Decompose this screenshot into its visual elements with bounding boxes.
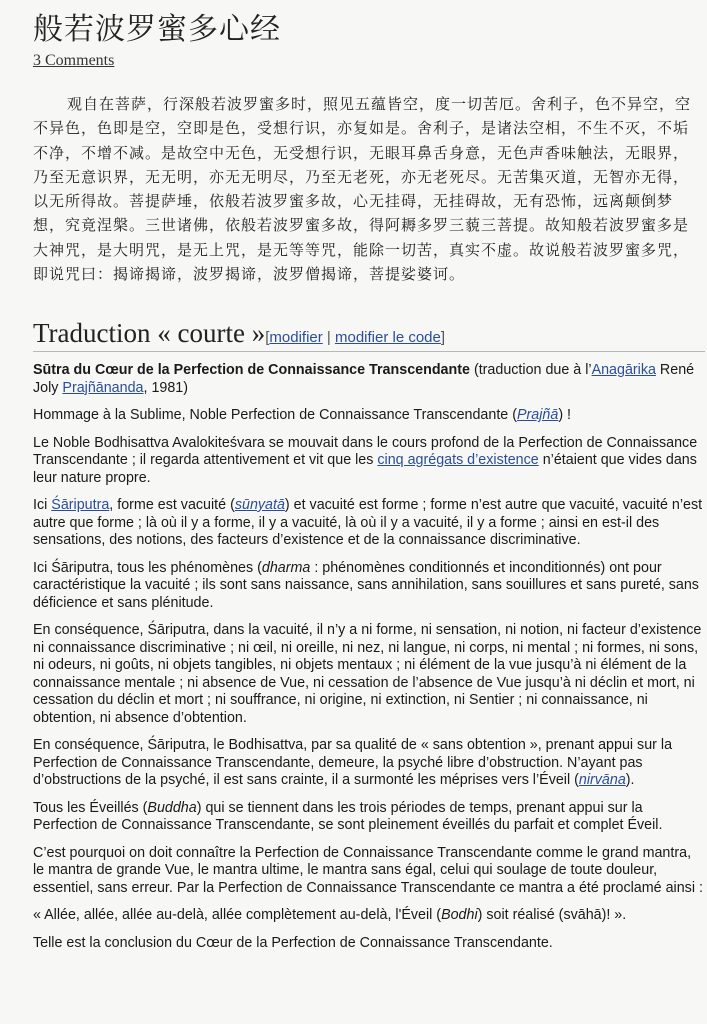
edit-bracket-close: ] — [440, 329, 446, 346]
paragraph-avalokitesvara — [33, 435, 705, 488]
text: Le Noble Bodhisattva Avalokiteśvara se mouvait dans le cours profond de la Perfection de Connaissance Transcendante ; il regarda attentivement et vit que les — [33, 434, 698, 468]
sunyata-link[interactable]: sūnyatā — [234, 497, 285, 513]
sutra-title: Sūtra du Cœur de la Perfection de Connaissance Transcendante — [33, 362, 470, 378]
text: : phénomènes conditionnés et inconditionnés) ont pour caractéristique la vacuité ; ils sont sans naissance, sans annihilation, sans souillures et sans pureté, sans déficience et sans plénitude. — [33, 559, 699, 611]
paragraph-hommage — [33, 407, 705, 425]
edit-links — [265, 329, 445, 346]
paragraph-conclusion: Telle est la conclusion du Cœur de la Perfection de Connaissance Transcendante. — [33, 934, 553, 951]
text: En conséquence, Śāriputra, le Bodhisattva, par sa qualité de « sans obtention », prenant appui sur la Perfection de Connaissance Transcendante, demeure, la psyché libre d’obstruction. N’ayant pas d’obstructions de la psyché, il est sans crainte, il a surmonté les méprises vers l’Éveil ( — [33, 737, 673, 788]
text: Tous les Éveillés ( — [33, 799, 148, 816]
text: n’étaient que vides dans leur nature propre. — [33, 452, 697, 486]
translation-body — [33, 362, 705, 962]
paragraph-consequence-2 — [33, 737, 705, 790]
paragraph-eveilles — [33, 800, 705, 835]
text: « Allée, allée, allée au-delà, allée complètement au-delà, l'Éveil ( — [33, 907, 442, 923]
paragraph-phenomenes — [33, 560, 705, 613]
text: (traduction due à l’ — [469, 362, 592, 378]
text: ) ! — [558, 407, 572, 423]
page-title: 般若波罗蜜多心经 — [33, 12, 281, 47]
paragraph-forme-vacuite — [33, 497, 705, 550]
anagarika-link[interactable]: Anagārika — [591, 362, 656, 378]
section-title: Traduction « courte » — [33, 318, 266, 348]
prajna-link[interactable]: Prajñā — [516, 407, 559, 423]
paragraph-intro — [33, 362, 705, 397]
edit-code-link[interactable]: modifier le code — [334, 329, 441, 346]
text: Ici Śāriputra, tous les phénomènes ( — [33, 559, 262, 576]
section-heading — [33, 318, 705, 352]
sutra-text: 观自在菩萨，行深般若波罗蜜多时，照见五蕴皆空，度一切苦厄。舍利子，色不异空，空不异色，色即是空，空即是色，受想行识，亦复如是。舍利子，是诸法空相，不生不灭，不垢不净，不增不减。是故空中无色，无受想行识，无眼耳鼻舌身意，无色声香味触法，无眼界，乃至无意识界，无无明，亦无无明尽，乃至无老死，亦无老死尽。无苦集灭道，无智亦无得，以无所得故。菩提萨埵，依般若波罗蜜多故，心无挂碍，无挂碍故，无有恐怖，远离颠倒梦想，究竟涅槃。三世诸佛，依般若波罗蜜多故，得阿耨多罗三藐三菩提。故知般若波罗蜜多是大神咒，是大明咒，是无上咒，是无等等咒，能除一切苦，真实不虚。故说般若波罗蜜多咒，即说咒曰：揭谛揭谛，波罗揭谛，波罗僧揭谛，菩提娑婆诃。 — [33, 95, 692, 284]
text: , 1981) — [143, 379, 189, 396]
prajnananda-link[interactable]: Prajñānanda — [62, 379, 144, 396]
text: ) qui se tiennent dans les trois périodes de temps, prenant appui sur la Perfection de Connaissance Transcendante, se sont pleinement éveillés du parfait et complet Éveil. — [33, 799, 663, 833]
dharma-term: dharma — [261, 559, 311, 576]
edit-separator: | — [322, 329, 335, 346]
edit-bracket-open: [ — [265, 329, 270, 346]
nirvana-link[interactable]: nirvāna — [578, 772, 626, 788]
paragraph-mantra-text — [33, 907, 705, 925]
text: Ici — [33, 497, 52, 513]
bodhi-term: Bodhi — [441, 907, 478, 923]
paragraph-mantra: C’est pourquoi on doit connaître la Perfection de Connaissance Transcendante comme le grand mantra, le mantra de grande Vue, le mantra ultime, le mantra sans égal, celui qui soulage de toute douleur, essentiel, sans erreur. Par la Perfection de Connaissance Transcendante ce mantra a été proclamé ainsi : — [33, 844, 703, 896]
buddha-term: Buddha — [147, 799, 197, 816]
text: René Joly — [33, 362, 695, 396]
comments-link[interactable]: 3 Comments — [33, 52, 115, 69]
text: ). — [625, 772, 635, 788]
cinq-agregats-link[interactable]: cinq agrégats d’existence — [377, 452, 539, 468]
text: , forme est vacuité ( — [109, 497, 235, 513]
paragraph-consequence-1: En conséquence, Śāriputra, dans la vacuité, il n’y a ni forme, ni sensation, ni notion, ni facteur d’existence ni connaissance discriminative ; ni œil, ni oreille, ni nez, ni langue, ni corps, ni mental ; ni formes, ni sons, ni odeurs, ni goûts, ni objets tangibles, ni objets mentaux ; ni élément de la vue jusqu’à ni élément de la connaissance mentale ; ni absence de Vue, ni cessation de l’absence de Vue jusqu’à ni déclin et mort, ni cessation du déclin et mort ; ni souffrance, ni origine, ni extinction, ni Sentier ; ni connaissance, ni obtention, ni absence d’obtention. — [33, 622, 702, 726]
sariputra-link[interactable]: Śāriputra — [51, 497, 110, 513]
text: Hommage à la Sublime, Noble Perfection de Connaissance Transcendante ( — [33, 407, 517, 423]
edit-link[interactable]: modifier — [269, 329, 323, 346]
text: ) soit réalisé (svāhā)! ». — [477, 907, 627, 923]
text: ) et vacuité est forme ; forme n’est autre que vacuité, vacuité n’est autre que forme ; là où il y a forme, il y a vacuité, là où il y a vacuité, il y a forme ; ainsi en est-il des sensations, des notions, des facteurs d’existence et de la connaissance discriminative. — [33, 497, 703, 548]
